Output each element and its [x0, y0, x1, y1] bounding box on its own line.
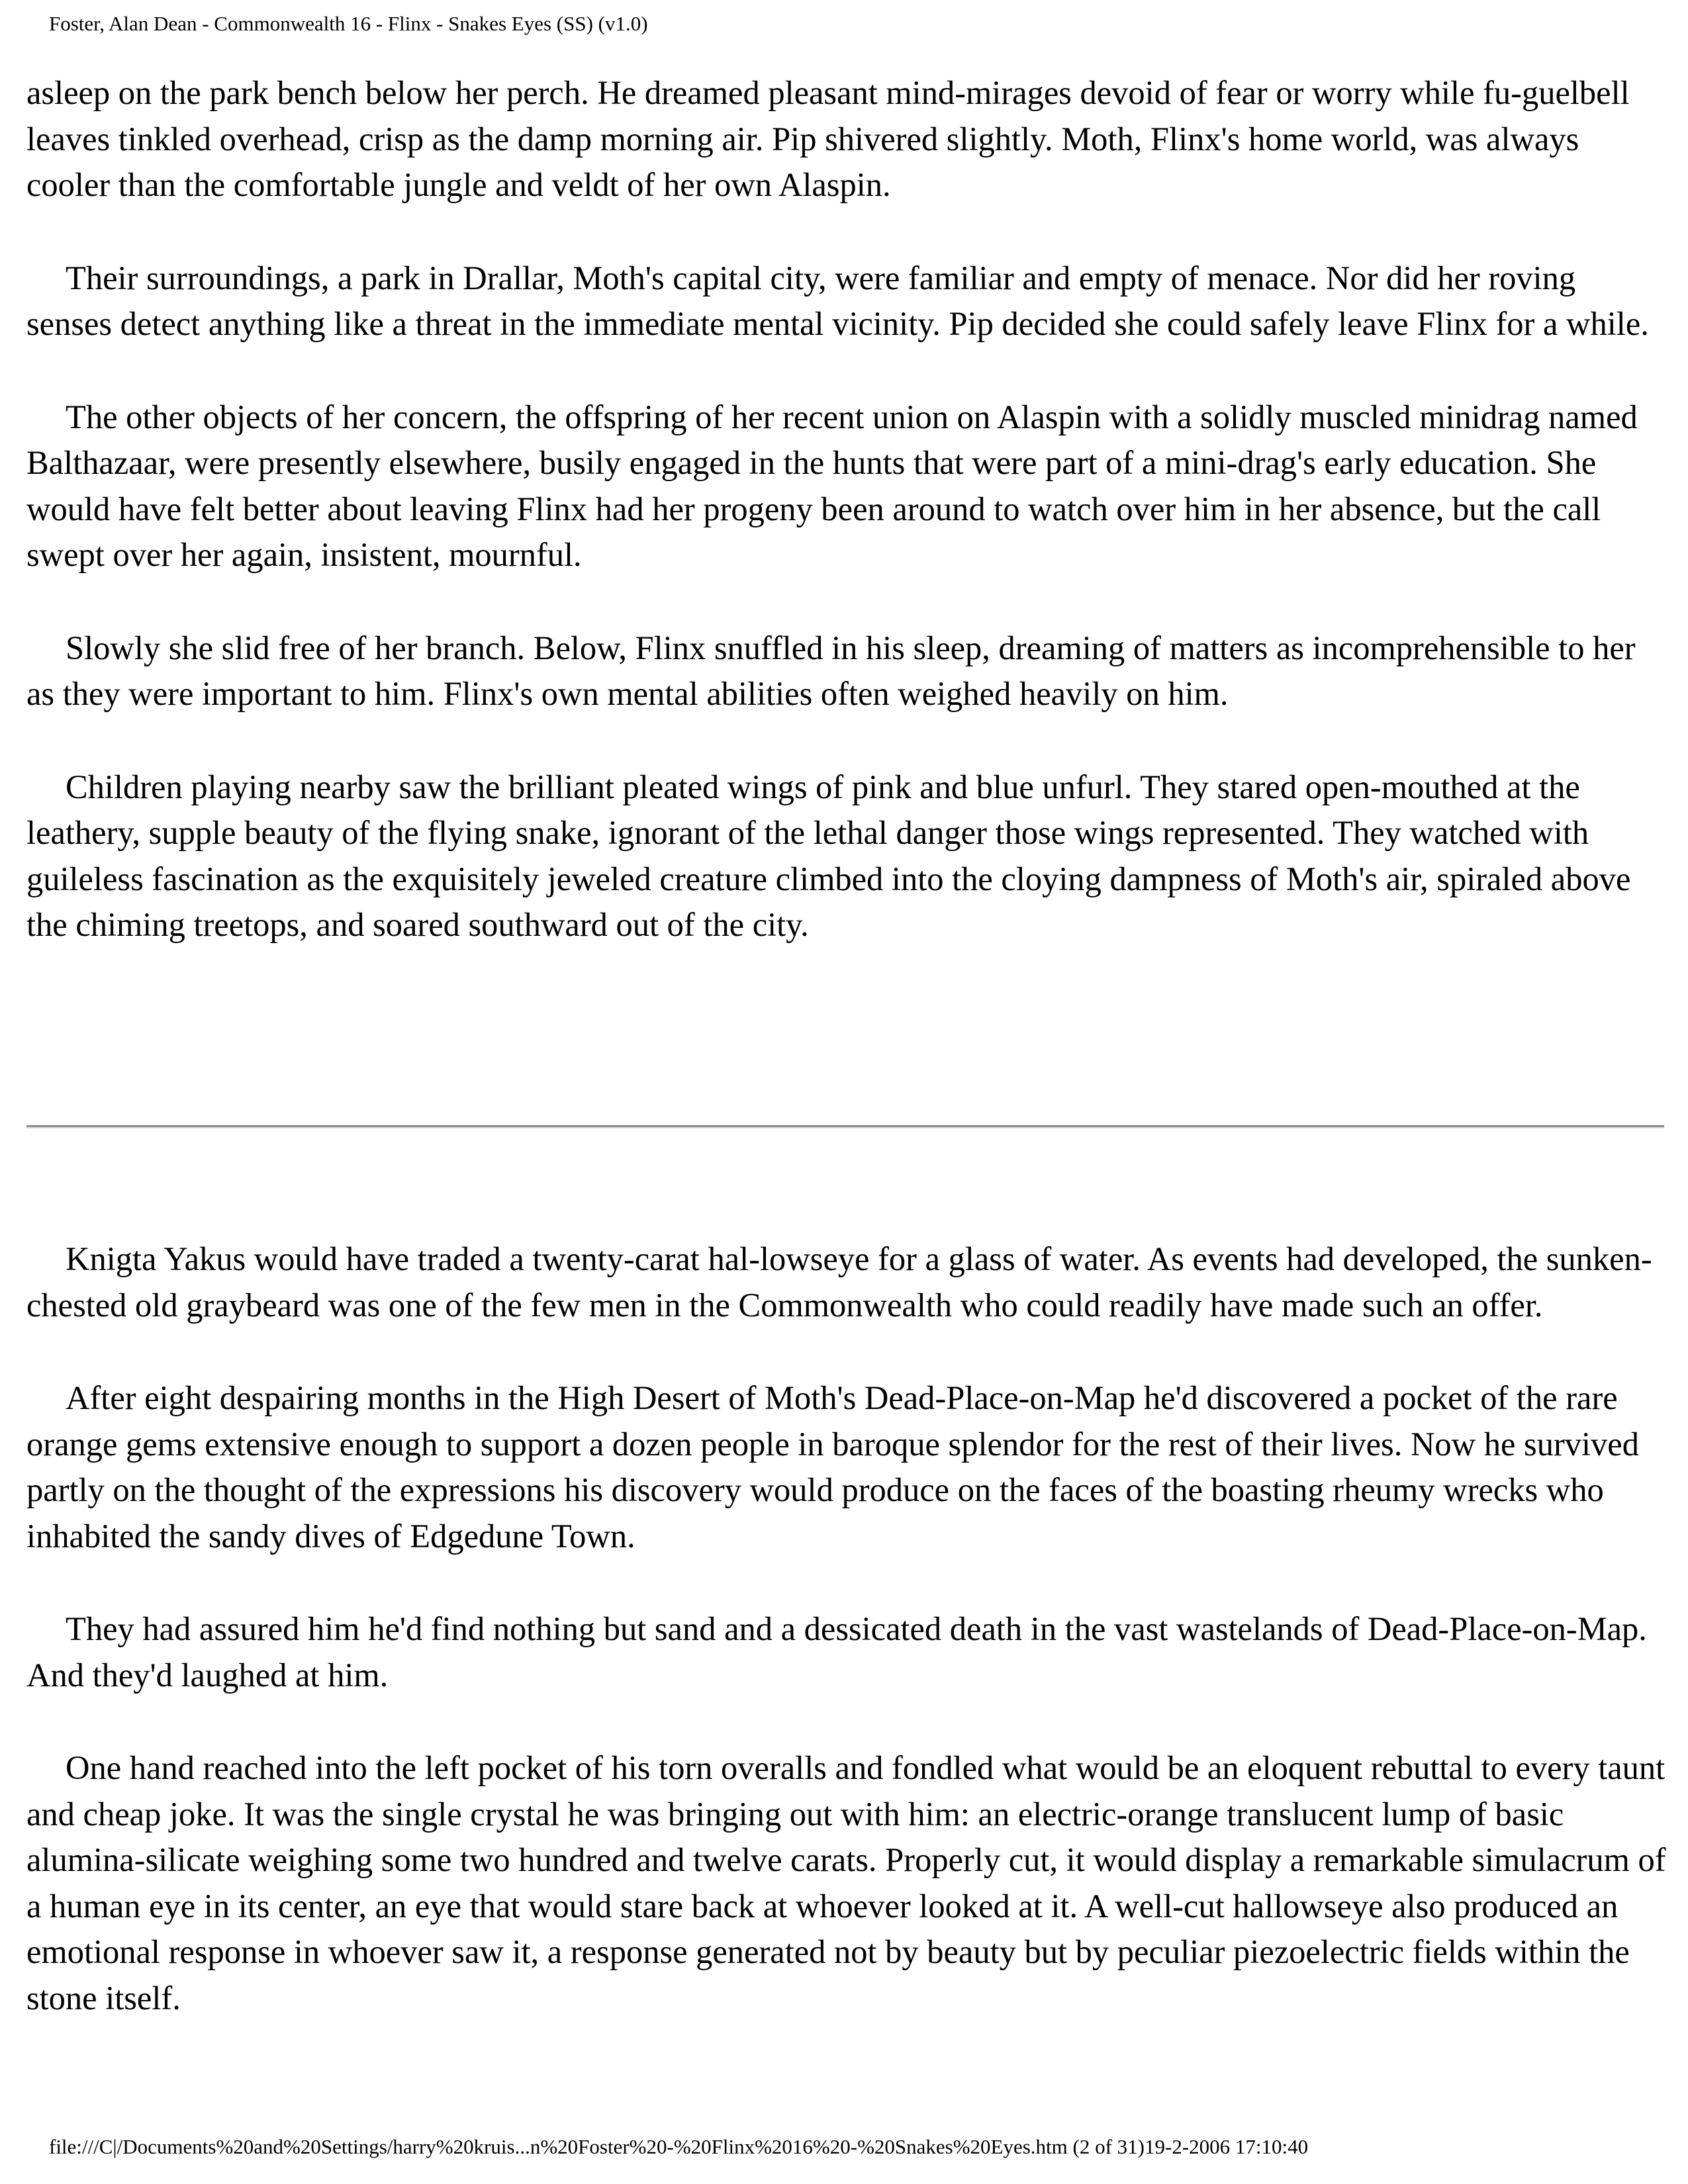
page-footer-file-path: file:///C|/Documents%20and%20Settings/harry%20kruis...n%20Foster%20-%20Flinx%2016%20-%20Snakes%20Eyes.htm (2 of 31)19-2-2006 17:10:40	[49, 2135, 1309, 2158]
page-header: Foster, Alan Dean - Commonwealth 16 - Flinx - Snakes Eyes (SS) (v1.0)	[49, 12, 648, 35]
story-section-2	[26, 1236, 1668, 2068]
paragraph: asleep on the park bench below her perch. He dreamed pleasant mind-mirages devoid of fear or worry while fu-guelbell leaves tinkled overhead, crisp as the damp morning air. Pip shivered slightly. Moth, Flinx's home world, was always cooler than the comfortable jungle and veldt of her own Alaspin.	[26, 74, 1630, 203]
paragraph: After eight despairing months in the High Desert of Moth's Dead-Place-on-Map he'd discovered a pocket of the rare orange gems extensive enough to support a dozen people in baroque splendor for the rest of their lives. Now he survived partly on the thought of the expressions his discovery would produce on the faces of the boasting rheumy wrecks who inhabited the sandy dives of Edgedune Town.	[26, 1379, 1639, 1555]
paragraph: Slowly she slid free of her branch. Below, Flinx snuffled in his sleep, dreaming of matters as incomprehensible to her as they were important to him. Flinx's own mental abilities often weighed heavily on him.	[26, 629, 1636, 712]
section-divider	[26, 1125, 1664, 1128]
paragraph: Knigta Yakus would have traded a twenty-carat hal-lowseye for a glass of water. As events had developed, the sunken-chested old graybeard was one of the few men in the Commonwealth who could readily have made such an offer.	[26, 1240, 1652, 1324]
paragraph: Children playing nearby saw the brilliant pleated wings of pink and blue unfurl. They stared open-mouthed at the leathery, supple beauty of the flying snake, ignorant of the lethal danger those wings represented. They watched with guileless fascination as the exquisitely jeweled creature climbed into the cloying dampness of Moth's air, spiraled above the chiming treetops, and soared southward out of the city.	[26, 768, 1631, 943]
paragraph: They had assured him he'd find nothing but sand and a dessicated death in the vast wastelands of Dead-Place-on-Map. And they'd laughed at him.	[26, 1610, 1647, 1694]
paragraph: Their surroundings, a park in Drallar, Moth's capital city, were familiar and empty of menace. Nor did her roving senses detect anything like a threat in the immediate mental vicinity. Pip decided she could safely leave Flinx for a while.	[26, 259, 1649, 342]
paragraph: One hand reached into the left pocket of his torn overalls and fondled what would be an eloquent rebuttal to every taunt and cheap joke. It was the single crystal he was bringing out with him: an electric-orange translucent lump of basic alumina-silicate weighing some two hundred and twelve carats. Properly cut, it would display a remarkable simulacrum of a human eye in its center, an eye that would stare back at whoever looked at it. A well-cut hallowseye also produced an emotional response in whoever saw it, a response generated not by beauty but by peculiar piezoelectric fields within the stone itself.	[26, 1749, 1666, 2017]
paragraph: The other objects of her concern, the offspring of her recent union on Alaspin with a solidly muscled minidrag named Balthazaar, were presently elsewhere, busily engaged in the hunts that were part of a mini-drag's early education. She would have felt better about leaving Flinx had her progeny been around to watch over him in her absence, but the call swept over her again, insistent, mournful.	[26, 398, 1638, 573]
story-section-1	[26, 70, 1668, 995]
